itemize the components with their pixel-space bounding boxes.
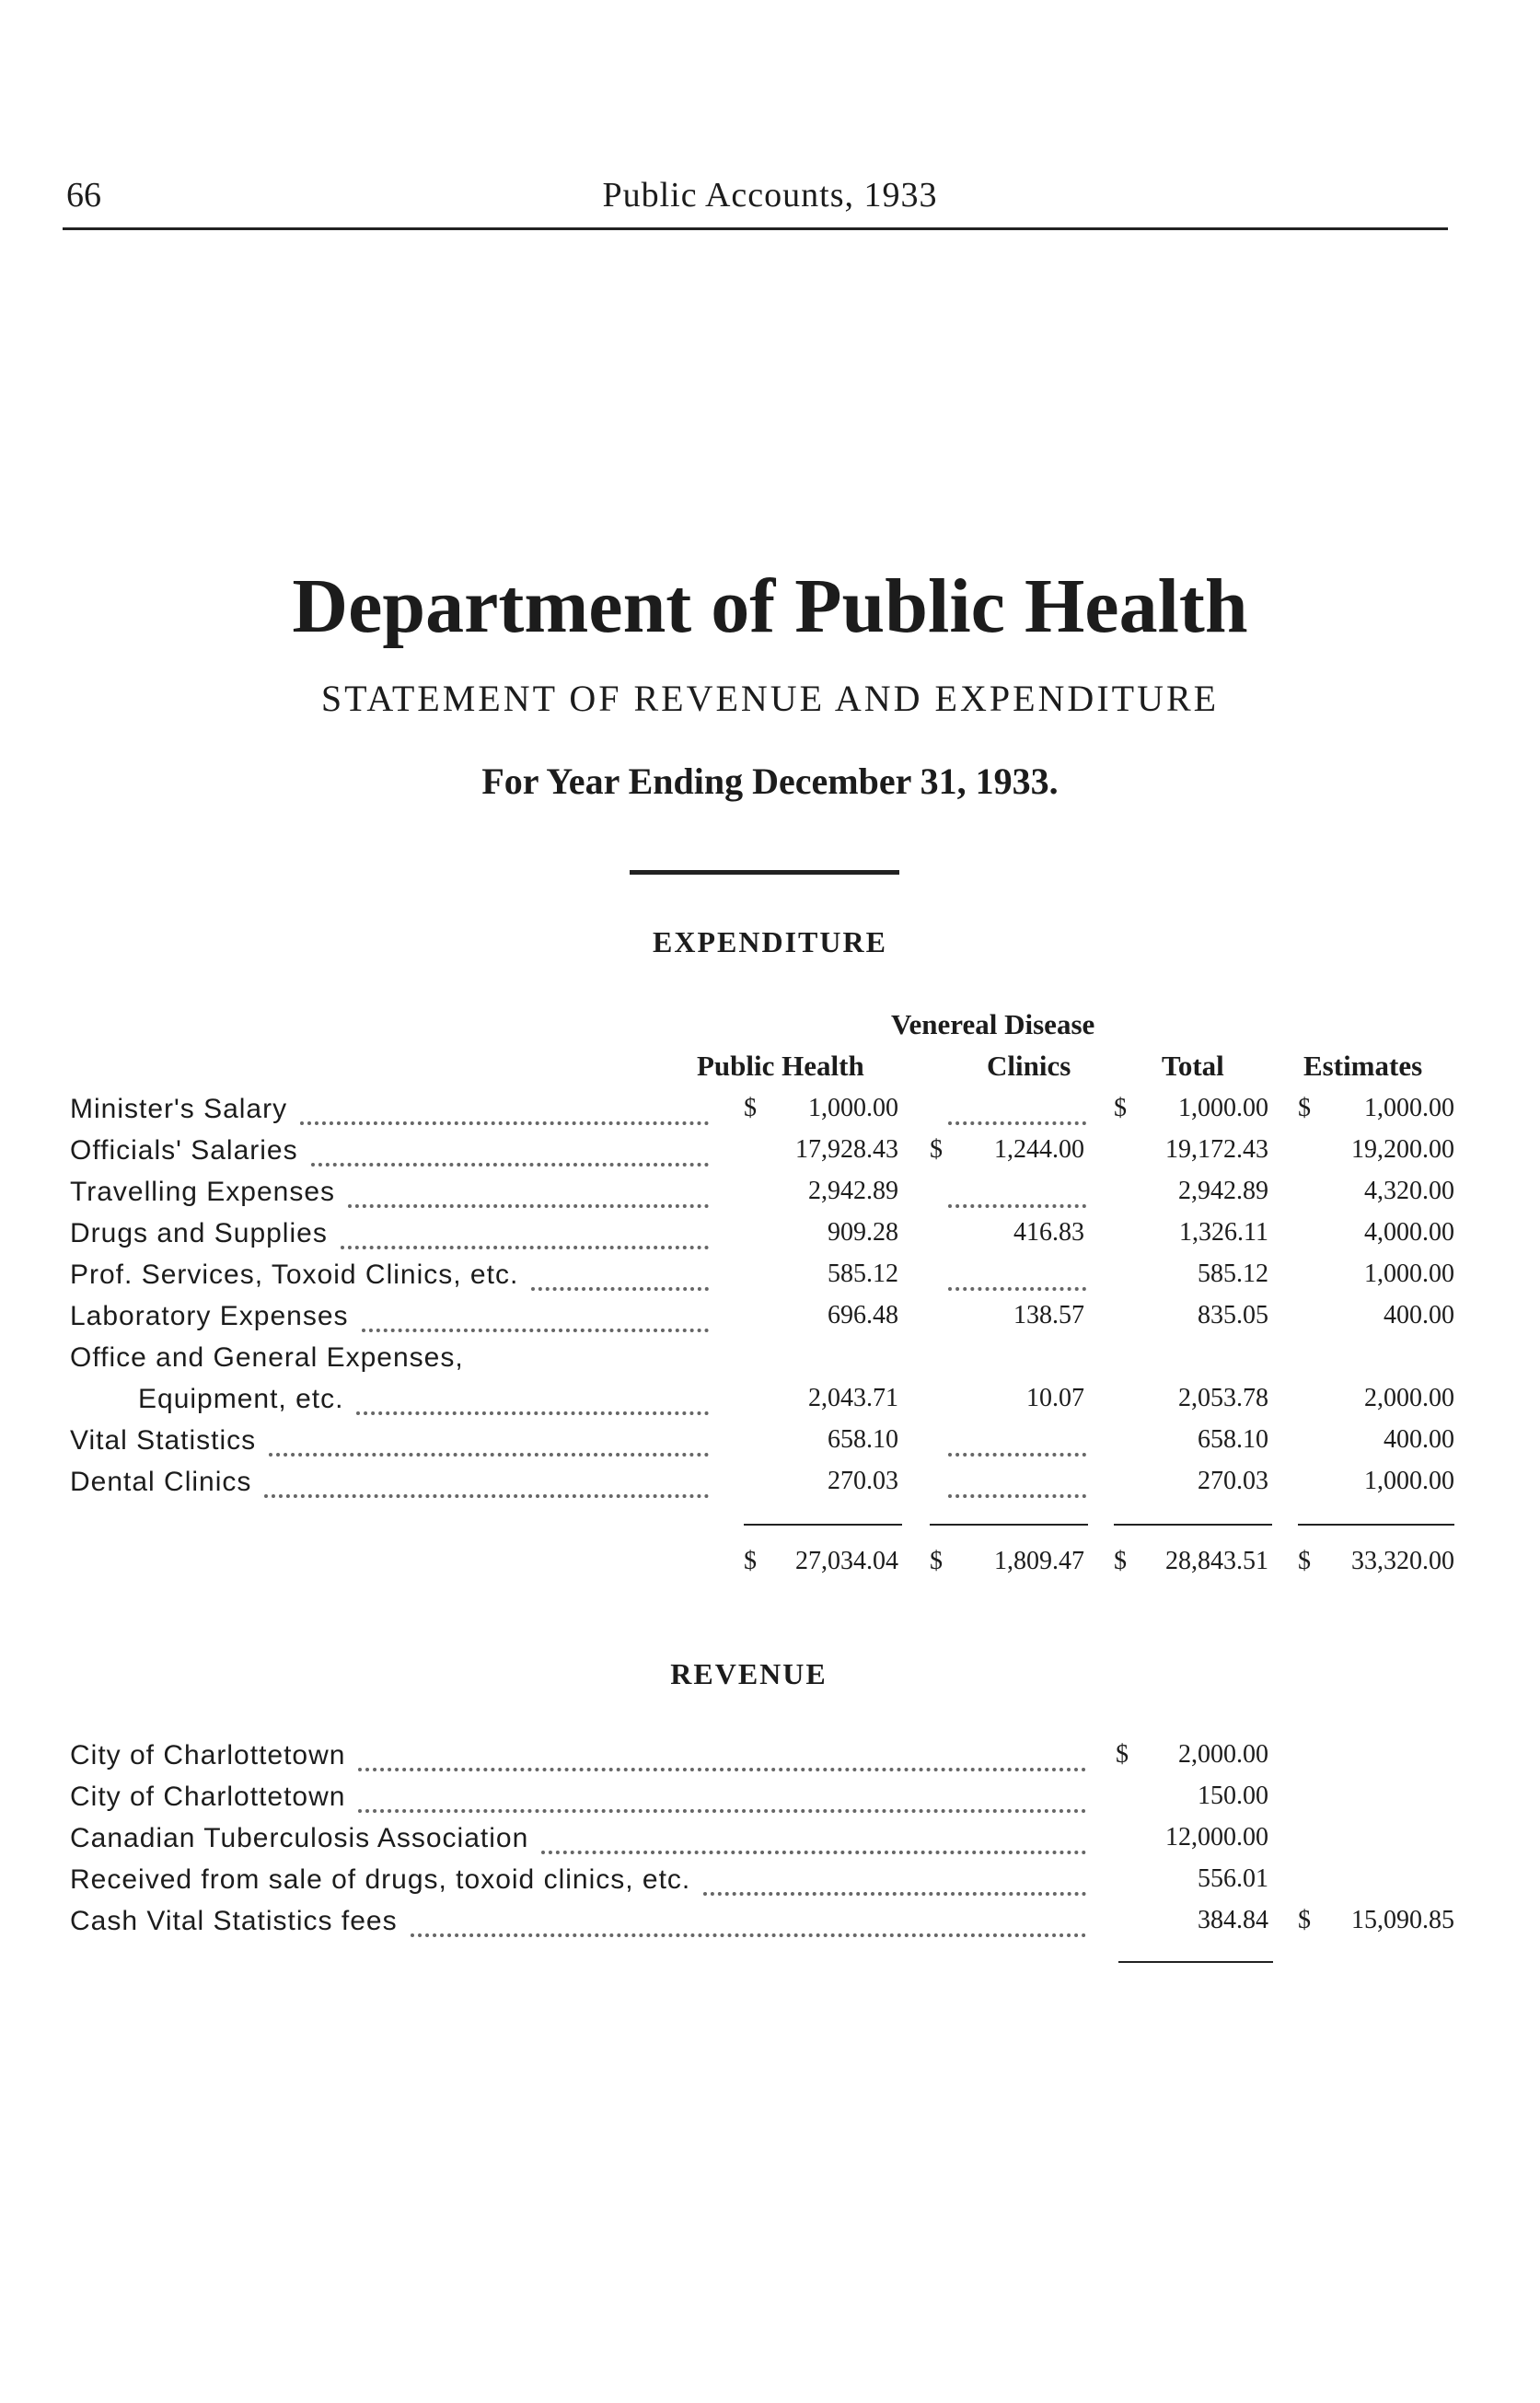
empty-cell-leader: [948, 1121, 1086, 1125]
expenditure-row: [0, 1384, 1540, 1424]
total-total: 28,843.51: [1165, 1547, 1268, 1575]
row-label: Office and General Expenses,: [70, 1342, 464, 1373]
cell-public-health: 2,942.89: [808, 1177, 898, 1205]
cell-public-health: 1,000.00: [808, 1094, 898, 1122]
revenue-label: Cash Vital Statistics fees: [70, 1906, 398, 1936]
revenue-row: [0, 1864, 1540, 1905]
col-header-total: Total: [1162, 1050, 1224, 1082]
revenue-row: [0, 1823, 1540, 1863]
cell-public-health: 909.28: [828, 1218, 898, 1247]
cell-total: 585.12: [1198, 1260, 1268, 1288]
expenditure-row: [0, 1425, 1540, 1466]
dot-leader: [341, 1246, 709, 1249]
cell-public-health: 696.48: [828, 1301, 898, 1329]
currency-symbol: $: [1116, 1740, 1129, 1769]
expenditure-row: [0, 1467, 1540, 1507]
row-label: Equipment, etc.: [138, 1384, 344, 1414]
revenue-amount: 2,000.00: [1178, 1740, 1268, 1769]
row-label: Prof. Services, Toxoid Clinics, etc.: [70, 1260, 519, 1290]
expenditure-row: [0, 1135, 1540, 1176]
cell-estimates: 400.00: [1384, 1425, 1454, 1454]
dot-leader: [300, 1121, 709, 1125]
revenue-amount: 150.00: [1198, 1782, 1268, 1810]
dot-leader: [541, 1851, 1086, 1854]
header-rule: [63, 227, 1448, 230]
col-header-public-health: Public Health: [697, 1050, 864, 1082]
revenue-amount: 12,000.00: [1165, 1823, 1268, 1852]
subtotal-rule-estimates: [1298, 1524, 1454, 1526]
cell-public-health: 658.10: [828, 1425, 898, 1454]
dot-leader: [358, 1809, 1086, 1813]
cell-estimates: 4,000.00: [1364, 1218, 1454, 1247]
total-estimates: 33,320.00: [1351, 1547, 1454, 1575]
dot-leader: [362, 1329, 709, 1332]
cell-clinics: 138.57: [1013, 1301, 1084, 1329]
revenue-heading: REVENUE: [670, 1657, 828, 1690]
currency-symbol: $: [1298, 1906, 1311, 1934]
currency-symbol: $: [1298, 1094, 1311, 1122]
dot-leader: [269, 1453, 709, 1457]
expenditure-row: [0, 1342, 1540, 1383]
revenue-label: City of Charlottetown: [70, 1740, 346, 1770]
cell-total: 1,000.00: [1178, 1094, 1268, 1122]
currency-symbol: $: [744, 1094, 757, 1122]
cell-public-health: 2,043.71: [808, 1384, 898, 1412]
dot-leader: [264, 1494, 709, 1498]
total-public-health: 27,034.04: [795, 1547, 898, 1575]
group-header-venereal-disease: Venereal Disease: [891, 1008, 1095, 1040]
subtotal-rule-clinics: [930, 1524, 1088, 1526]
row-label: Laboratory Expenses: [70, 1301, 349, 1331]
expenditure-row: [0, 1301, 1540, 1341]
expenditure-row: [0, 1218, 1540, 1259]
row-label: Dental Clinics: [70, 1467, 252, 1497]
dot-leader: [348, 1204, 709, 1208]
total-clinics: 1,809.47: [994, 1547, 1084, 1575]
cell-total: 2,942.89: [1178, 1177, 1268, 1205]
cell-total: 270.03: [1198, 1467, 1268, 1495]
row-label: Officials' Salaries: [70, 1135, 298, 1166]
cell-total: 1,326.11: [1179, 1218, 1268, 1247]
row-label: Vital Statistics: [70, 1425, 257, 1456]
cell-total: 19,172.43: [1165, 1135, 1268, 1164]
cell-clinics: 1,244.00: [994, 1135, 1084, 1164]
expenditure-row: [0, 1260, 1540, 1300]
revenue-row: [0, 1782, 1540, 1822]
page-subtitle: STATEMENT OF REVENUE AND EXPENDITURE: [320, 678, 1220, 719]
subtotal-rule-total: [1114, 1524, 1272, 1526]
currency-symbol: $: [930, 1547, 943, 1575]
dot-leader: [311, 1163, 709, 1167]
currency-symbol: $: [1114, 1094, 1127, 1122]
cell-estimates: 1,000.00: [1364, 1467, 1454, 1495]
row-label: Minister's Salary: [70, 1094, 288, 1124]
col-header-clinics: Clinics: [987, 1050, 1071, 1082]
dot-leader: [531, 1287, 709, 1291]
revenue-amount: 556.01: [1198, 1864, 1268, 1893]
currency-symbol: $: [744, 1547, 757, 1575]
revenue-total: [0, 1906, 1540, 1946]
cell-total: 835.05: [1198, 1301, 1268, 1329]
cell-estimates: 1,000.00: [1364, 1260, 1454, 1288]
revenue-label: Canadian Tuberculosis Association: [70, 1823, 529, 1853]
row-label: Drugs and Supplies: [70, 1218, 328, 1248]
empty-cell-leader: [948, 1204, 1086, 1208]
revenue-amount: 384.84: [1198, 1906, 1268, 1934]
currency-symbol: $: [930, 1135, 943, 1164]
cell-estimates: 19,200.00: [1351, 1135, 1454, 1164]
currency-symbol: $: [1298, 1547, 1311, 1575]
cell-total: 2,053.78: [1178, 1384, 1268, 1412]
cell-clinics: 416.83: [1013, 1218, 1084, 1247]
revenue-row: [0, 1740, 1540, 1781]
cell-total: 658.10: [1198, 1425, 1268, 1454]
cell-public-health: 270.03: [828, 1467, 898, 1495]
page-title: Department of Public Health: [292, 563, 1248, 649]
expenditure-totals-row: [0, 1547, 1540, 1587]
empty-cell-leader: [948, 1453, 1086, 1457]
expenditure-heading: EXPENDITURE: [653, 925, 887, 958]
row-label: Travelling Expenses: [70, 1177, 336, 1207]
dot-leader: [356, 1411, 709, 1415]
revenue-label: Received from sale of drugs, toxoid clinics, etc.: [70, 1864, 691, 1895]
dot-leader: [703, 1892, 1086, 1896]
cell-public-health: 17,928.43: [795, 1135, 898, 1164]
revenue-total-rule: [1118, 1961, 1273, 1963]
cell-estimates: 2,000.00: [1364, 1384, 1454, 1412]
cell-clinics: 10.07: [1026, 1384, 1084, 1412]
empty-cell-leader: [948, 1287, 1086, 1291]
revenue-label: City of Charlottetown: [70, 1782, 346, 1812]
title-divider: [630, 870, 899, 875]
col-header-estimates: Estimates: [1303, 1050, 1423, 1082]
cell-estimates: 1,000.00: [1364, 1094, 1454, 1122]
running-title: Public Accounts, 1933: [602, 176, 938, 215]
expenditure-row: [0, 1177, 1540, 1217]
cell-estimates: 400.00: [1384, 1301, 1454, 1329]
reporting-period: For Year Ending December 31, 1933.: [481, 760, 1059, 802]
dot-leader: [358, 1768, 1086, 1771]
page-number: 66: [66, 176, 101, 215]
revenue-total-amount: 15,090.85: [1351, 1906, 1454, 1934]
expenditure-row: [0, 1094, 1540, 1134]
currency-symbol: $: [1114, 1547, 1127, 1575]
cell-estimates: 4,320.00: [1364, 1177, 1454, 1205]
cell-public-health: 585.12: [828, 1260, 898, 1288]
subtotal-rule-public-health: [744, 1524, 902, 1526]
empty-cell-leader: [948, 1494, 1086, 1498]
